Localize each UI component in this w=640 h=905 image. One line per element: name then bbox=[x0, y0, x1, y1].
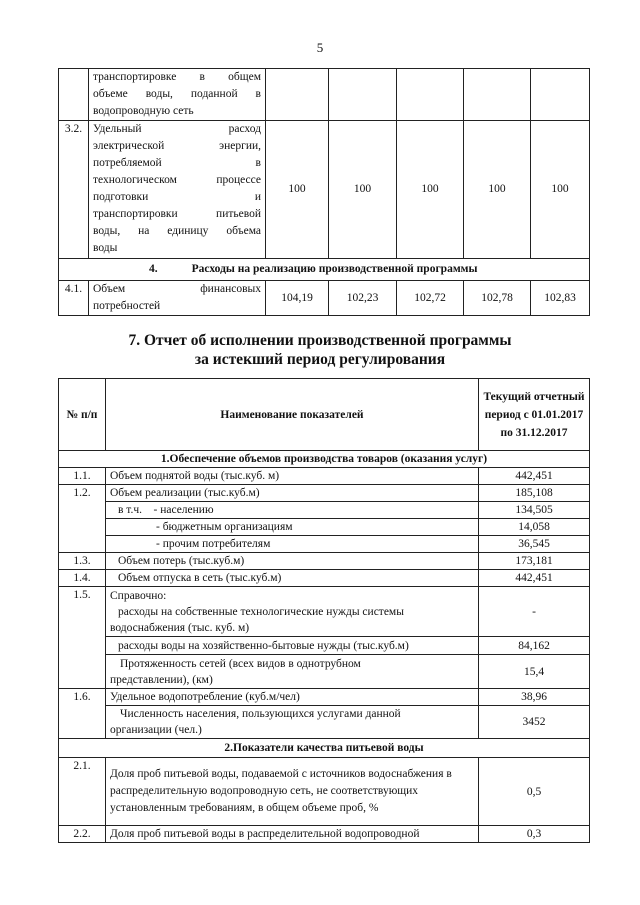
value-cell: 100 bbox=[531, 121, 590, 259]
value-cell: 102,23 bbox=[329, 281, 397, 316]
header-name: Наименование показателей bbox=[106, 379, 479, 451]
table-row bbox=[59, 485, 590, 502]
row-number: 2.2. bbox=[59, 826, 106, 843]
table-row bbox=[59, 637, 590, 655]
row-number: 1.6. bbox=[59, 689, 106, 739]
value-cell: 442,451 bbox=[479, 468, 590, 485]
indicator-name: транспортировке в общем объеме воды, поданной в водопроводную сеть bbox=[89, 69, 266, 121]
row-number: 1.3. bbox=[59, 553, 106, 570]
value-cell: 14,058 bbox=[479, 519, 590, 536]
indicator-name: Доля проб питьевой воды, подаваемой с источников водоснабжения в распределительную водопроводную сеть, не соответствующих установленным требованиям, в общем объеме проб, % bbox=[106, 758, 479, 826]
header-num: № п/п bbox=[59, 379, 106, 451]
table-row bbox=[59, 519, 590, 536]
indicator-name: Объем поднятой воды (тыс.куб. м) bbox=[106, 468, 479, 485]
table-row bbox=[59, 706, 590, 739]
table-row bbox=[59, 69, 590, 121]
section-heading: 2.Показатели качества питьевой воды bbox=[59, 739, 590, 758]
indicator-name: Протяженность сетей (всех видов в однотрубном представлении), (км) bbox=[106, 655, 479, 689]
table-row bbox=[59, 121, 590, 259]
value-cell: 442,451 bbox=[479, 570, 590, 587]
value-cell: 0,3 bbox=[479, 826, 590, 843]
row-number: 1.2. bbox=[59, 485, 106, 553]
value-cell: 0,5 bbox=[479, 758, 590, 826]
value-cell: 173,181 bbox=[479, 553, 590, 570]
indicators-table bbox=[58, 68, 590, 316]
value-cell: 100 bbox=[329, 121, 397, 259]
indicator-name: - прочим потребителям bbox=[106, 536, 479, 553]
section-title: 7. Отчет об исполнении производственной программы за истекший период регулирования bbox=[128, 332, 512, 368]
indicator-name: Объем потерь (тыс.куб.м) bbox=[106, 553, 479, 570]
value-cell: 104,19 bbox=[266, 281, 329, 316]
value-cell: - bbox=[479, 587, 590, 637]
table-row bbox=[59, 281, 590, 316]
value-cell: 15,4 bbox=[479, 655, 590, 689]
row-number: 3.2. bbox=[59, 121, 89, 259]
table-row bbox=[59, 826, 590, 843]
indicator-name: Объем отпуска в сеть (тыс.куб.м) bbox=[106, 570, 479, 587]
value-cell: 38,96 bbox=[479, 689, 590, 706]
table-row bbox=[59, 689, 590, 706]
table-row bbox=[59, 502, 590, 519]
table-row bbox=[59, 587, 590, 637]
table-row bbox=[59, 758, 590, 826]
table-row bbox=[59, 570, 590, 587]
indicator-name: Удельное водопотребление (куб.м/чел) bbox=[106, 689, 479, 706]
row-number: 4.1. bbox=[59, 281, 89, 316]
value-cell: 134,505 bbox=[479, 502, 590, 519]
header-period: Текущий отчетный период с 01.01.2017 по 31.12.2017 bbox=[479, 379, 590, 451]
row-number bbox=[59, 69, 89, 121]
value-cell: 3452 bbox=[479, 706, 590, 739]
table-row bbox=[59, 468, 590, 485]
section-heading: 1.Обеспечение объемов производства товаров (оказания услуг) bbox=[59, 451, 590, 468]
row-number: 2.1. bbox=[59, 758, 106, 826]
table-row bbox=[59, 553, 590, 570]
value-cell: 102,78 bbox=[464, 281, 531, 316]
value-cell: 100 bbox=[266, 121, 329, 259]
row-number: 1.5. bbox=[59, 587, 106, 689]
page-number: 5 bbox=[316, 40, 324, 55]
indicator-name: Объем финансовых потребностей bbox=[89, 281, 266, 316]
value-cell: 84,162 bbox=[479, 637, 590, 655]
section-heading: 4. Расходы на реализацию производственной программы bbox=[59, 259, 590, 281]
row-number: 1.4. bbox=[59, 570, 106, 587]
indicator-name: Удельный расход электрической энергии, потребляемой в технологическом процессе подготовки и транспортировки питьевой воды, на единицу объема воды bbox=[89, 121, 266, 259]
indicator-name: - бюджетным организациям bbox=[106, 519, 479, 536]
report-table bbox=[58, 378, 590, 843]
indicator-name: Объем реализации (тыс.куб.м) bbox=[106, 485, 479, 502]
indicator-name: расходы воды на хозяйственно-бытовые нужды (тыс.куб.м) bbox=[106, 637, 479, 655]
value-cell: 102,83 bbox=[531, 281, 590, 316]
value-cell: 185,108 bbox=[479, 485, 590, 502]
value-cell: 100 bbox=[464, 121, 531, 259]
indicator-name: в т.ч. - населению bbox=[106, 502, 479, 519]
row-number: 1.1. bbox=[59, 468, 106, 485]
indicator-name: Численность населения, пользующихся услугами данной организации (чел.) bbox=[106, 706, 479, 739]
section-row bbox=[59, 259, 590, 281]
value-cell: 36,545 bbox=[479, 536, 590, 553]
value-cell: 100 bbox=[397, 121, 464, 259]
value-cell: 102,72 bbox=[397, 281, 464, 316]
table-row bbox=[59, 655, 590, 689]
indicator-name: Справочно: расходы на собственные технологические нужды системы водоснабжения (тыс. куб. м) bbox=[106, 587, 479, 637]
indicator-name: Доля проб питьевой воды в распределительной водопроводной bbox=[106, 826, 479, 843]
header-row bbox=[59, 379, 590, 451]
table-row bbox=[59, 536, 590, 553]
